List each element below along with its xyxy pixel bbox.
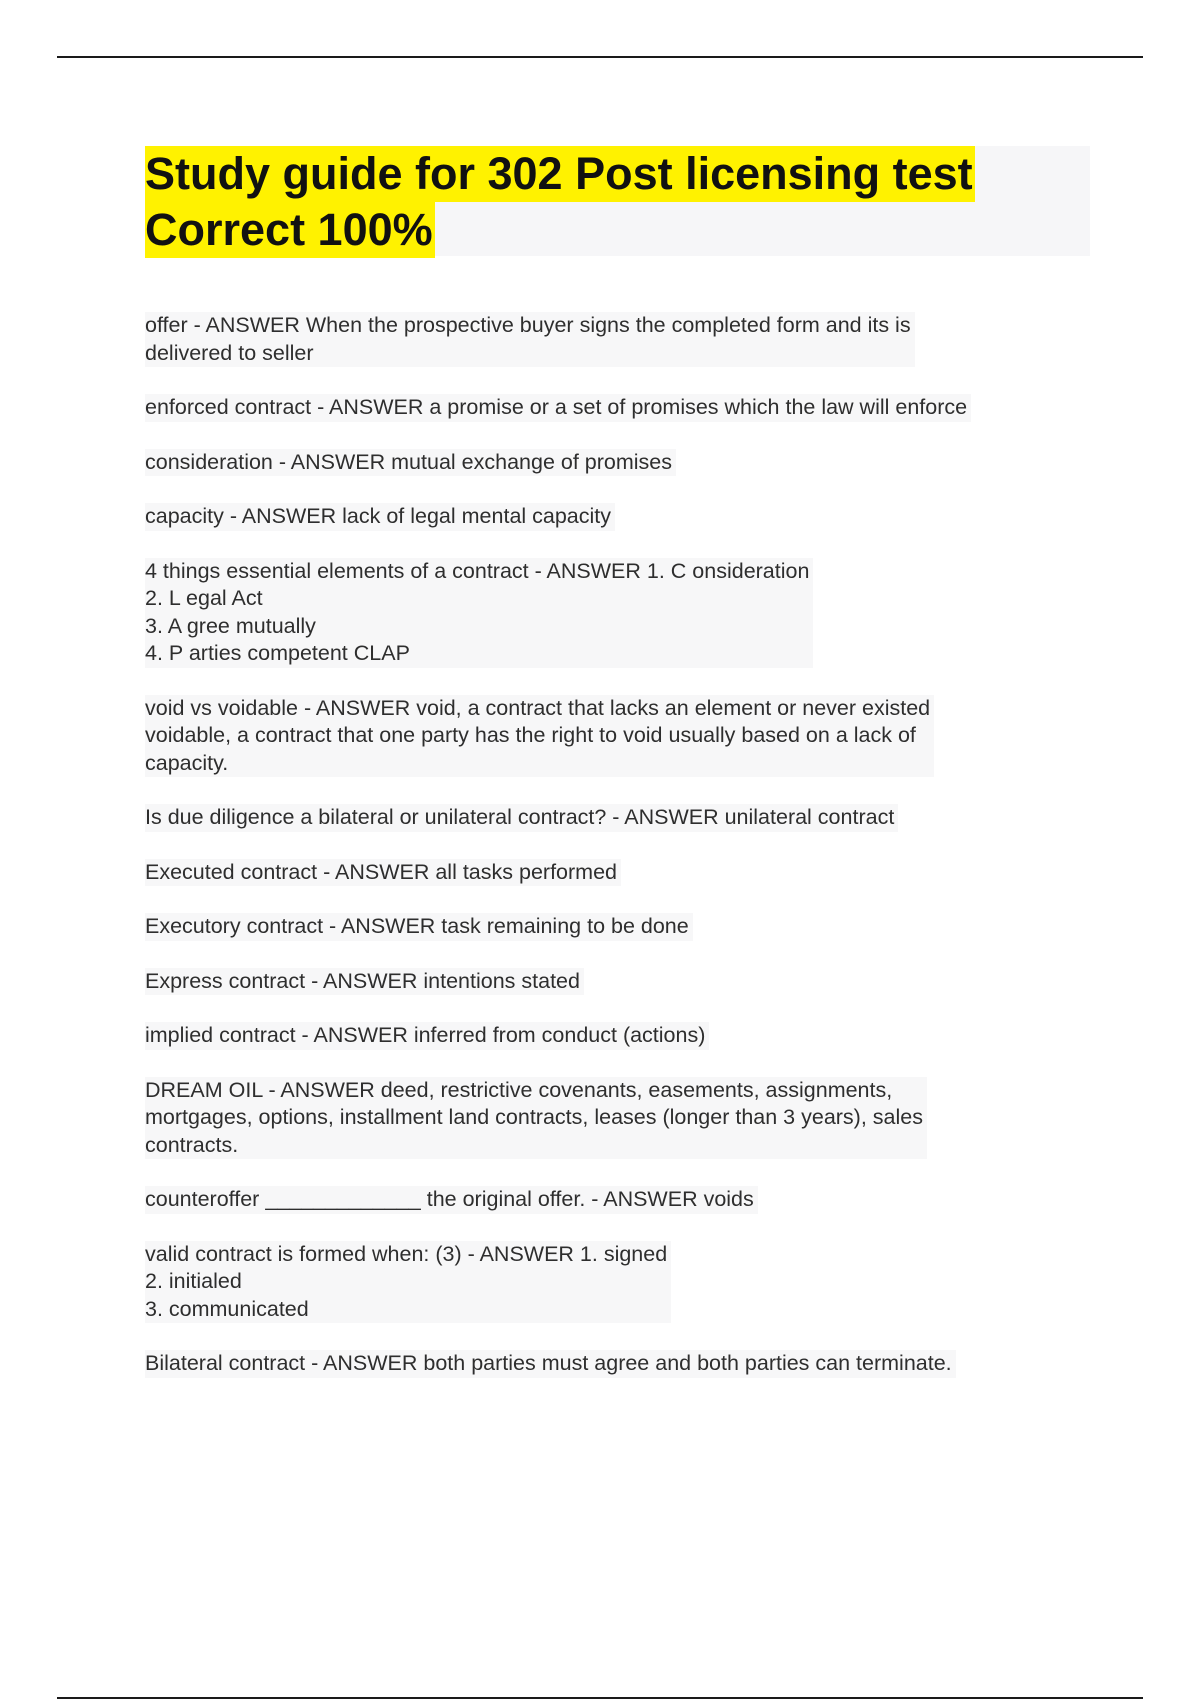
header-rule <box>57 56 1143 58</box>
qa-entry: counteroffer _____________ the original offer. - ANSWER voids <box>145 1186 758 1214</box>
qa-list <box>145 312 1095 1405</box>
qa-entry: DREAM OIL - ANSWER deed, restrictive covenants, easements, assignments, mortgages, options, installment land contracts, leases (longer than 3 years), sales contracts. <box>145 1077 927 1160</box>
qa-entry: Executory contract - ANSWER task remaining to be done <box>145 913 693 941</box>
qa-entry: Bilateral contract - ANSWER both parties must agree and both parties can terminate. <box>145 1350 956 1378</box>
qa-entry: offer - ANSWER When the prospective buyer signs the completed form and its is delivered to seller <box>145 312 915 367</box>
qa-entry: void vs voidable - ANSWER void, a contract that lacks an element or never existed voidable, a contract that one party has the right to void usually based on a lack of capacity. <box>145 695 934 778</box>
qa-entry: valid contract is formed when: (3) - ANSWER 1. signed 2. initialed 3. communicated <box>145 1241 671 1324</box>
title-line-2: Correct 100% <box>145 202 435 258</box>
qa-entry: 4 things essential elements of a contract - ANSWER 1. C onsideration 2. L egal Act 3. A gree mutually 4. P arties competent CLAP <box>145 558 813 668</box>
qa-entry: capacity - ANSWER lack of legal mental capacity <box>145 503 615 531</box>
page-title <box>145 146 975 258</box>
qa-entry: enforced contract - ANSWER a promise or a set of promises which the law will enforce <box>145 394 971 422</box>
qa-entry: consideration - ANSWER mutual exchange of promises <box>145 449 676 477</box>
qa-entry: Executed contract - ANSWER all tasks performed <box>145 859 621 887</box>
qa-entry: Express contract - ANSWER intentions stated <box>145 968 584 996</box>
qa-entry: implied contract - ANSWER inferred from conduct (actions) <box>145 1022 709 1050</box>
qa-entry: Is due diligence a bilateral or unilateral contract? - ANSWER unilateral contract <box>145 804 898 832</box>
footer-rule <box>57 1697 1143 1699</box>
title-line-1: Study guide for 302 Post licensing test <box>145 146 975 202</box>
